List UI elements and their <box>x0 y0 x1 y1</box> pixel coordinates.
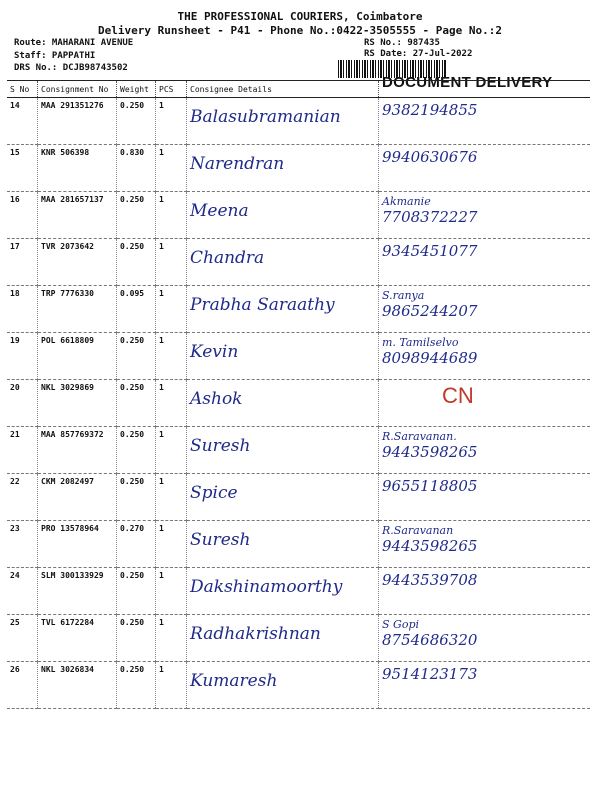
row-pcs: 1 <box>156 568 187 615</box>
receiver-phone: 9655118805 <box>382 477 478 495</box>
row-consignment-no: TRP 7776330 <box>38 286 117 333</box>
table-header-row <box>7 81 590 98</box>
row-consignment-no: SLM 300133929 <box>38 568 117 615</box>
row-weight: 0.250 <box>117 568 156 615</box>
col-header-pcs: PCS <box>156 81 187 98</box>
consignee-name: Radhakrishnan <box>190 624 321 644</box>
row-consignee-cell <box>187 615 379 662</box>
row-weight: 0.250 <box>117 98 156 145</box>
row-weight: 0.270 <box>117 521 156 568</box>
row-weight: 0.250 <box>117 474 156 521</box>
row-pcs: 1 <box>156 380 187 427</box>
receiver-name: R.Saravanan <box>382 524 454 537</box>
table-row <box>7 145 590 192</box>
row-weight: 0.250 <box>117 192 156 239</box>
table-row <box>7 286 590 333</box>
row-sno: 22 <box>7 474 38 521</box>
table-row <box>7 98 590 145</box>
row-pcs: 1 <box>156 333 187 380</box>
consignee-name: Dakshinamoorthy <box>190 577 343 597</box>
consignee-name: Kumaresh <box>190 671 278 691</box>
receiver-name: S.ranya <box>382 289 425 302</box>
staff-label: Staff: PAPPATHI <box>14 51 96 61</box>
row-sno: 25 <box>7 615 38 662</box>
row-consignment-no: TVR 2073642 <box>38 239 117 286</box>
document-type-heading: DOCUMENT DELIVERY <box>382 74 553 91</box>
row-signature-cell <box>379 615 591 662</box>
drs-number: DRS No.: DCJB98743502 <box>14 63 128 73</box>
row-pcs: 1 <box>156 427 187 474</box>
row-pcs: 1 <box>156 286 187 333</box>
row-sno: 20 <box>7 380 38 427</box>
row-consignment-no: CKM 2082497 <box>38 474 117 521</box>
row-signature-cell <box>379 662 591 709</box>
row-pcs: 1 <box>156 239 187 286</box>
row-sno: 19 <box>7 333 38 380</box>
row-consignment-no: POL 6618809 <box>38 333 117 380</box>
receiver-phone: 9443539708 <box>382 571 478 589</box>
consignee-name: Narendran <box>190 154 285 174</box>
row-sno: 16 <box>7 192 38 239</box>
row-consignment-no: NKL 3029869 <box>38 380 117 427</box>
receiver-phone: 9514123173 <box>382 665 478 683</box>
row-pcs: 1 <box>156 521 187 568</box>
runsheet-subtitle: Delivery Runsheet - P41 - Phone No.:0422-3505555 - Page No.:2 <box>98 24 502 37</box>
receiver-phone: 9940630676 <box>382 148 478 166</box>
row-signature-cell <box>379 333 591 380</box>
table-row <box>7 662 590 709</box>
row-signature-cell <box>379 192 591 239</box>
row-consignee-cell <box>187 98 379 145</box>
row-pcs: 1 <box>156 145 187 192</box>
row-pcs: 1 <box>156 98 187 145</box>
consignee-name: Prabha Saraathy <box>190 295 335 315</box>
row-pcs: 1 <box>156 615 187 662</box>
row-weight: 0.250 <box>117 333 156 380</box>
row-sno: 18 <box>7 286 38 333</box>
row-weight: 0.095 <box>117 286 156 333</box>
consignee-name: Suresh <box>190 530 251 550</box>
receiver-phone: 9382194855 <box>382 101 478 119</box>
row-weight: 0.250 <box>117 427 156 474</box>
row-consignee-cell <box>187 380 379 427</box>
table-row <box>7 192 590 239</box>
row-pcs: 1 <box>156 192 187 239</box>
route-label: Route: MAHARANI AVENUE <box>14 38 134 48</box>
row-signature-cell <box>379 474 591 521</box>
row-signature-cell <box>379 521 591 568</box>
receiver-name: m. Tamilselvo <box>382 336 459 349</box>
row-consignee-cell <box>187 427 379 474</box>
table-row <box>7 333 590 380</box>
receiver-phone: 8098944689 <box>382 349 478 367</box>
consignee-name: Balasubramanian <box>190 107 341 127</box>
runsheet-table <box>7 80 590 709</box>
receiver-phone: 7708372227 <box>382 208 478 226</box>
table-row <box>7 521 590 568</box>
page-title: THE PROFESSIONAL COURIERS, Coimbatore <box>177 10 423 23</box>
row-weight: 0.830 <box>117 145 156 192</box>
receiver-phone: 9345451077 <box>382 242 478 260</box>
receiver-name: R.Saravanan. <box>382 430 457 443</box>
row-sno: 21 <box>7 427 38 474</box>
col-header-weight: Weight <box>117 81 156 98</box>
row-weight: 0.250 <box>117 615 156 662</box>
row-sno: 14 <box>7 98 38 145</box>
consignee-name: Meena <box>190 201 249 221</box>
row-signature-cell <box>379 427 591 474</box>
row-consignment-no: MAA 857769372 <box>38 427 117 474</box>
table-row <box>7 568 590 615</box>
row-sno: 17 <box>7 239 38 286</box>
row-consignee-cell <box>187 239 379 286</box>
row-signature-cell <box>379 239 591 286</box>
table-row <box>7 615 590 662</box>
receiver-phone: 9443598265 <box>382 537 478 555</box>
receiver-name: Akmanie <box>382 195 431 208</box>
row-consignee-cell <box>187 662 379 709</box>
col-header-consignment: Consignment No <box>38 81 117 98</box>
row-signature-cell <box>379 286 591 333</box>
row-sno: 26 <box>7 662 38 709</box>
table-row <box>7 380 590 427</box>
row-consignment-no: NKL 3026834 <box>38 662 117 709</box>
consignee-name: Suresh <box>190 436 251 456</box>
consignee-name: Spice <box>190 483 238 503</box>
row-consignee-cell <box>187 333 379 380</box>
row-consignment-no: KNR 506398 <box>38 145 117 192</box>
row-consignment-no: MAA 281657137 <box>38 192 117 239</box>
consignee-name: Ashok <box>190 389 243 409</box>
row-sno: 24 <box>7 568 38 615</box>
col-header-sno: S No <box>7 81 38 98</box>
consignee-name: Kevin <box>190 342 239 362</box>
receiver-phone: 9865244207 <box>382 302 478 320</box>
col-header-signature <box>379 81 591 98</box>
rs-number: RS No.: 987435 <box>364 38 440 48</box>
row-consignee-cell <box>187 521 379 568</box>
row-consignee-cell <box>187 145 379 192</box>
row-consignee-cell <box>187 192 379 239</box>
row-consignment-no: TVL 6172284 <box>38 615 117 662</box>
row-consignee-cell <box>187 568 379 615</box>
row-signature-cell <box>379 98 591 145</box>
table-row <box>7 427 590 474</box>
receiver-phone: 9443598265 <box>382 443 478 461</box>
row-pcs: 1 <box>156 662 187 709</box>
consignee-name: Chandra <box>190 248 265 268</box>
col-header-consignee: Consignee Details <box>187 81 379 98</box>
row-pcs: 1 <box>156 474 187 521</box>
row-weight: 0.250 <box>117 380 156 427</box>
row-sno: 15 <box>7 145 38 192</box>
receiver-phone: 8754686320 <box>382 631 478 649</box>
row-consignment-no: PRO 13578964 <box>38 521 117 568</box>
row-consignee-cell <box>187 286 379 333</box>
row-signature-cell <box>379 145 591 192</box>
table-row <box>7 474 590 521</box>
row-sno: 23 <box>7 521 38 568</box>
table-row <box>7 239 590 286</box>
row-signature-cell <box>379 568 591 615</box>
row-weight: 0.250 <box>117 239 156 286</box>
receiver-name: S Gopi <box>382 618 420 631</box>
row-consignee-cell <box>187 474 379 521</box>
cn-mark: CN <box>442 383 474 408</box>
row-weight: 0.250 <box>117 662 156 709</box>
row-consignment-no: MAA 291351276 <box>38 98 117 145</box>
row-signature-cell <box>379 380 591 427</box>
rs-date: RS Date: 27-Jul-2022 <box>364 49 473 59</box>
